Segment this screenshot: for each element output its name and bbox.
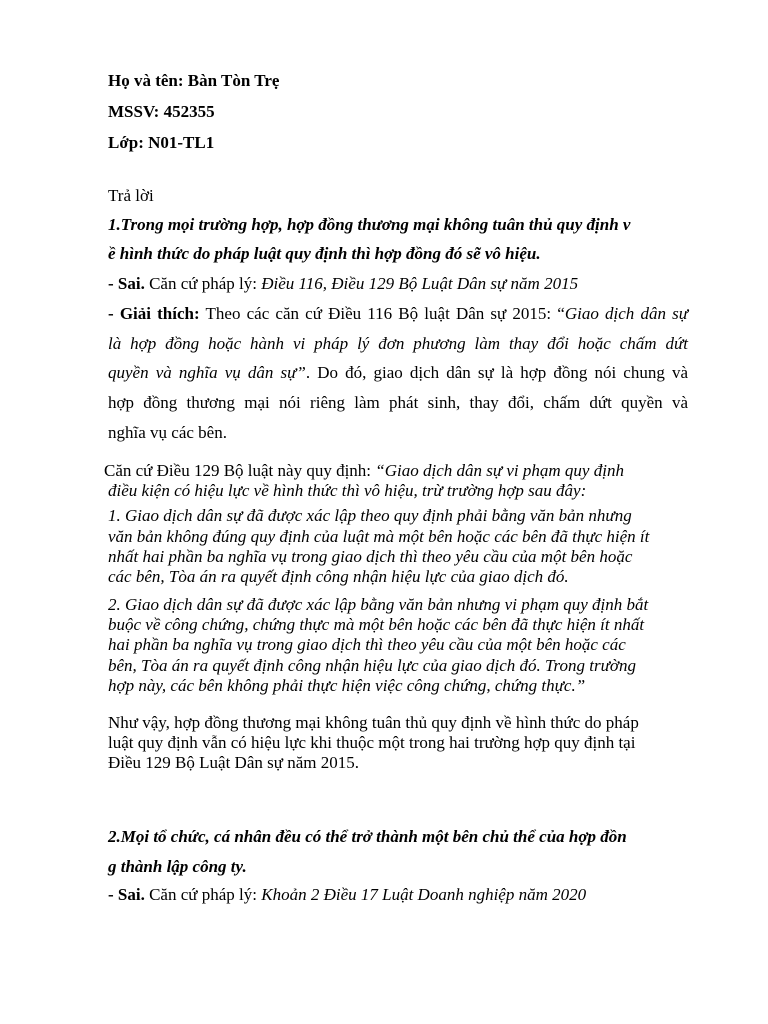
q1-explain-l1a: Theo các căn cứ Điều 116 Bộ luật Dân sự 2015: “ bbox=[199, 304, 565, 323]
q1-art129-line1 bbox=[104, 460, 624, 482]
q2-title-line1: 2.Mọi tổ chức, cá nhân đều có thể trở thành một bên chủ thể của hợp đồn bbox=[108, 827, 627, 846]
q1-conclusion-line2: luật quy định vẫn có hiệu lực khi thuộc một trong hai trường hợp quy định tại bbox=[108, 733, 636, 752]
q1-item2-line5: hợp này, các bên không phải thực hiện việc công chứng, chứng thực.” bbox=[108, 676, 586, 695]
q1-explain-l3a: quyền và nghĩa vụ dân sự” bbox=[108, 363, 306, 382]
student-id: MSSV: 452355 bbox=[108, 102, 215, 121]
q1-title-line2: ề hình thức do pháp luật quy định thì hợp đồng đó sẽ vô hiệu. bbox=[108, 244, 541, 263]
q1-conclusion-line3: Điều 129 Bộ Luật Dân sự năm 2015. bbox=[108, 753, 359, 772]
q1-explain-line4: hợp đồng thương mại nói riêng làm phát sinh, thay đổi, chấm dứt quyền và bbox=[108, 393, 688, 412]
student-name: Họ và tên: Bàn Tòn Trẹ bbox=[108, 71, 280, 90]
q1-verdict bbox=[108, 273, 578, 295]
q2-verdict-label: - Sai. bbox=[108, 885, 145, 904]
q1-item1-line4: các bên, Tòa án ra quyết định công nhận hiệu lực của giao dịch đó. bbox=[108, 567, 569, 586]
q1-art129-quote1: “Giao dịch dân sự vi phạm quy định bbox=[375, 461, 624, 480]
student-class: Lớp: N01-TL1 bbox=[108, 133, 215, 152]
q2-legal-basis-ref: Khoản 2 Điều 17 Luật Doanh nghiệp năm 2020 bbox=[261, 885, 587, 904]
q1-conclusion-line1: Như vậy, hợp đồng thương mại không tuân thủ quy định về hình thức do pháp bbox=[108, 713, 639, 732]
q1-item2-line1: 2. Giao dịch dân sự đã được xác lập bằng văn bản nhưng vi phạm quy định bắt bbox=[108, 595, 649, 614]
q1-item2-line2: buộc về công chứng, chứng thực mà một bên hoặc các bên đã thực hiện ít nhất bbox=[108, 615, 645, 634]
q1-explain-label: - Giải thích: bbox=[108, 304, 200, 323]
q1-legal-basis-text: Căn cứ pháp lý: bbox=[144, 274, 262, 293]
q1-explain-line3 bbox=[108, 362, 688, 384]
q1-explain-l1b: Giao dịch dân sự bbox=[564, 304, 688, 323]
q2-verdict bbox=[108, 884, 586, 906]
q1-verdict-label: - Sai. bbox=[108, 274, 145, 293]
q1-art129-line2: điều kiện có hiệu lực về hình thức thì vô hiệu, trừ trường hợp sau đây: bbox=[108, 481, 587, 500]
q1-title-line1: 1.Trong mọi trường hợp, hợp đồng thương mại không tuân thủ quy định v bbox=[108, 215, 631, 234]
q1-item1-line2: văn bản không đúng quy định của luật mà một bên hoặc các bên đã thực hiện ít bbox=[108, 527, 650, 546]
q1-item2-line4: bên, Tòa án ra quyết định công nhận hiệu lực của giao dịch đó. Trong trường bbox=[108, 656, 636, 675]
q1-explain-line1 bbox=[108, 303, 688, 325]
q1-explain-line5: nghĩa vụ các bên. bbox=[108, 423, 227, 442]
q1-art129-intro: Căn cứ Điều 129 Bộ luật này quy định: bbox=[104, 461, 376, 480]
q1-explain-l3b: . Do đó, giao dịch dân sự là hợp đồng nói chung và bbox=[305, 363, 689, 382]
q1-item1-line1: 1. Giao dịch dân sự đã được xác lập theo quy định phải bằng văn bản nhưng bbox=[108, 506, 632, 525]
q1-item1-line3: nhất hai phần ba nghĩa vụ trong giao dịch thì theo yêu cầu của một bên hoặc bbox=[108, 547, 633, 566]
q2-legal-basis-text: Căn cứ pháp lý: bbox=[144, 885, 262, 904]
answer-label: Trả lời bbox=[108, 186, 154, 205]
q1-legal-basis-ref: Điều 116, Điều 129 Bộ Luật Dân sự năm 2015 bbox=[261, 274, 579, 293]
q1-item2-line3: hai phần ba nghĩa vụ trong giao dịch thì theo yêu cầu của một bên hoặc các bbox=[108, 635, 626, 654]
q1-explain-line2: là hợp đồng hoặc hành vi pháp lý đơn phương làm thay đổi hoặc chấm dứt bbox=[108, 334, 688, 353]
q2-title-line2: g thành lập công ty. bbox=[108, 857, 247, 876]
